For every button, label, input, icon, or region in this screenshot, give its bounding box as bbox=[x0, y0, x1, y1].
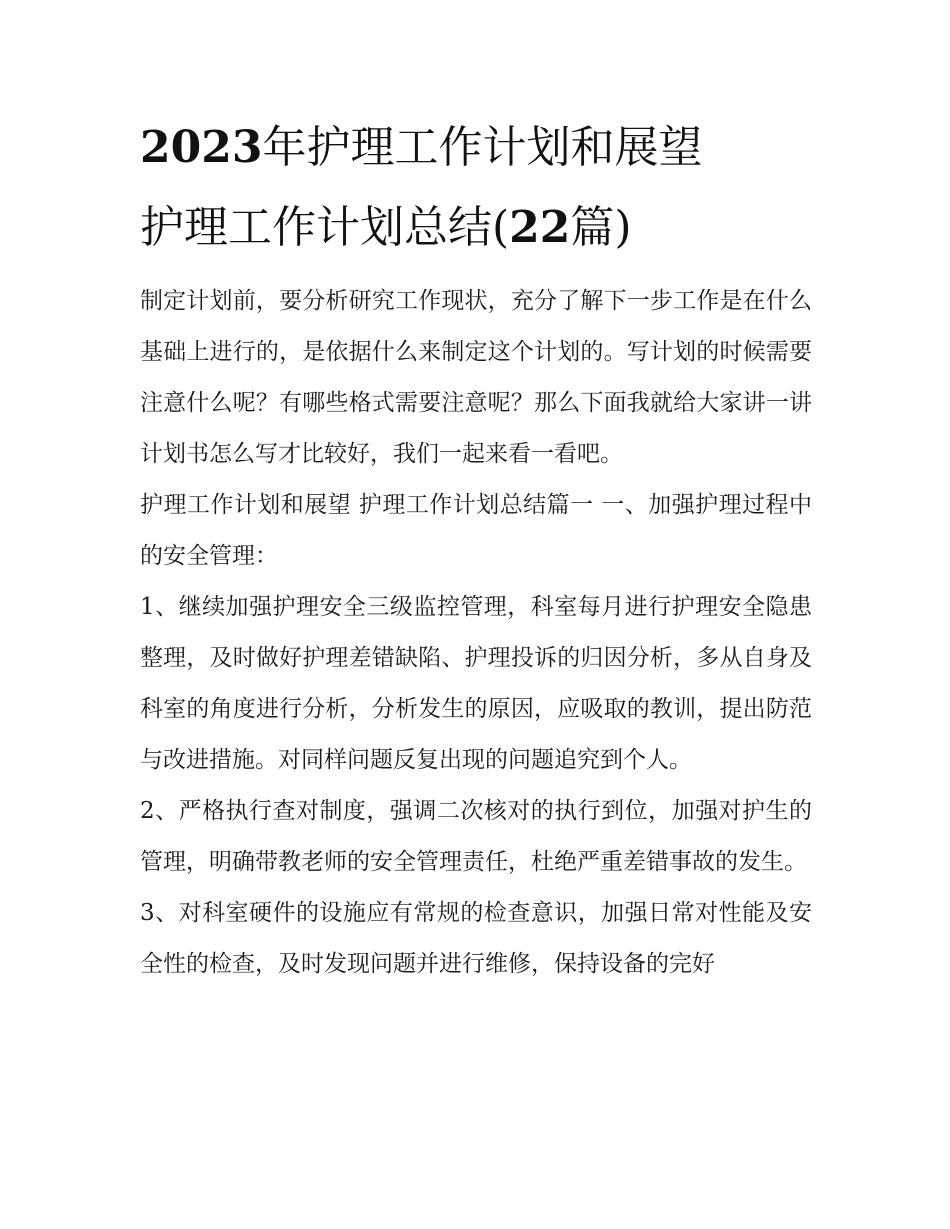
title-count: 22 bbox=[509, 202, 571, 253]
paragraph-item-1: 1、继续加强护理安全三级监控管理，科室每月进行护理安全隐患整理，及时做好护理差错缺陷、护理投诉的归因分析，多从自身及科室的角度进行分析，分析发生的原因，应吸取的教训，提出防范与改进措施。对同样问题反复出现的问题追究到个人。 bbox=[140, 594, 812, 773]
paragraph-item-3: 3、对科室硬件的设施应有常规的检查意识，加强日常对性能及安全性的检查，及时发现问题并进行维修，保持设备的完好 bbox=[140, 900, 812, 977]
title-line-2-end: 篇) bbox=[570, 202, 632, 253]
title-line-1-text: 年护理工作计划和展望 bbox=[262, 122, 703, 173]
title-line-2-text: 护理工作计划总结( bbox=[140, 202, 510, 253]
document-title-line-2 bbox=[140, 188, 830, 268]
document-title-line-1 bbox=[140, 108, 830, 188]
title-year: 2023 bbox=[140, 122, 263, 173]
document-body bbox=[140, 276, 812, 990]
paragraph-section-heading: 护理工作计划和展望 护理工作计划总结篇一 一、加强护理过程中的安全管理： bbox=[140, 492, 812, 569]
paragraph-item-2: 2、严格执行查对制度，强调二次核对的执行到位，加强对护生的管理，明确带教老师的安全管理责任，杜绝严重差错事故的发生。 bbox=[140, 798, 812, 875]
paragraph-intro: 制定计划前，要分析研究工作现状，充分了解下一步工作是在什么基础上进行的，是依据什么来制定这个计划的。写计划的时候需要注意什么呢？有哪些格式需要注意呢？那么下面我就给大家讲一讲计划书怎么写才比较好，我们一起来看一看吧。 bbox=[140, 288, 812, 467]
